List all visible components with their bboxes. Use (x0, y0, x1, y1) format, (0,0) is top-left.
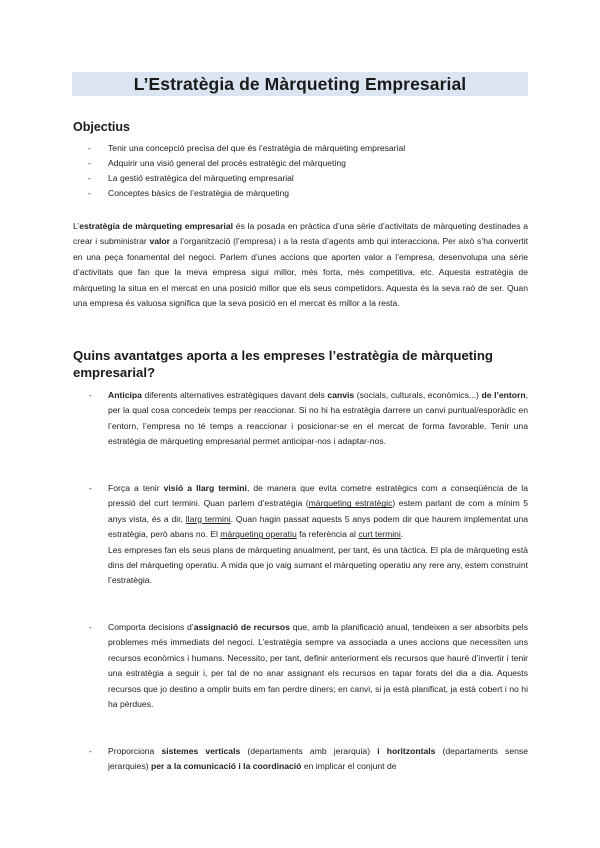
text-run: Comporta decisions d’ (108, 622, 194, 632)
advantage-item-anticipa (89, 388, 528, 450)
bold-term: sistemes verticals (161, 746, 241, 756)
text-run: fa referència al (296, 529, 359, 540)
text-run: L’ (73, 221, 80, 231)
bullet-dash: - (89, 483, 92, 493)
text-run: Proporciona (108, 746, 162, 756)
document-title: L’Estratègia de Màrqueting Empresarial (133, 73, 467, 94)
advantage-item-sistemes (89, 744, 528, 775)
advantage-text (108, 620, 528, 712)
text-run: , per la qual cosa concedeix temps per reaccionar. Si no hi ha estratègia darrere un canvi puntual/esporàdic en l’entorn, l’empresa no té temps a reaccionar i posicionar-se en el mercat de forma favorable. Tenir una estratègia de màrqueting empresarial permet anticipar-nos i adaptar-nos. (108, 390, 528, 447)
list-item: - Adquirir una visió general del procés estratègic del màrqueting (88, 156, 405, 171)
intro-paragraph (73, 219, 528, 311)
objectives-list (88, 141, 405, 201)
bold-term: Anticipa (108, 390, 142, 400)
text-run: en implicar el conjunt de (301, 761, 397, 772)
text-run: . Quan hagin passat aquests 5 anys podem dir que haurem implementat una estratègia, però abans no. El (108, 513, 529, 540)
underlined-term: màrqueting operatiu (220, 529, 297, 540)
bold-term: estratègia de màrqueting empresarial (79, 221, 234, 231)
text-run: (departaments sense jerarquies) (108, 746, 528, 772)
bold-term: assignació de recursos (193, 622, 290, 632)
bullet-dash: - (89, 622, 92, 632)
text-run: a l’organització (l’empresa) i a la resta d’agents amb qui interacciona. Per això s’ha convertit en una peça fonamental del negoci. Parlem d’unes accions que aporten valor a l’empresa, desenvolupa una sèrie d’activitats que fan que la meva empresa sigui millor, més forta, més competitiva, etc. Aquesta estratègia de màrqueting la situa en el mercat en una posició millor que els seus competidors. Aquesta és la seva raó de ser. Quan una empresa és valuosa significa que la seva posició en el mercat és millor a la resta. (73, 236, 528, 309)
bullet-dash: - (89, 390, 92, 400)
advantage-text-continued: Les empreses fan els seus plans de màrqueting anualment, per tant, és una tàctica. El pla de màrqueting està dins del màrqueting operatiu. A mida que jo vaig sumant el màrqueting operatiu any rere any, estem construint l’estratègia. (108, 544, 528, 586)
underlined-term: curt termini (358, 529, 401, 540)
objectives-heading: Objectius (73, 120, 130, 134)
text-run: (departaments amb jerarquia) (240, 746, 378, 756)
advantage-item-recursos (89, 620, 528, 712)
advantage-text (108, 481, 528, 543)
advantages-heading: Quins avantatges aporta a les empreses l’estratègia de màrqueting empresarial? (73, 348, 493, 380)
advantage-item-llarg-termini (89, 481, 528, 589)
text-run: , de manera que evita cometre estratègics com a conseqüència de la pressió del curt termini. Quan parlem d’estratègia ( (108, 483, 528, 509)
bold-term: i horitzontals (377, 746, 436, 756)
list-item: - La gestió estratègica del màrqueting empresarial (88, 171, 405, 186)
text-run: és la posada en pràctica d’una sèrie d’activitats de màrqueting destinades a crear i subministrar (73, 221, 528, 247)
bullet-dash: - (89, 746, 92, 756)
list-item: - Conceptes bàsics de l’estratègia de màrqueting (88, 186, 405, 201)
text-run: diferents alternatives estratègiques davant dels (141, 390, 328, 400)
advantage-text (108, 744, 528, 775)
bold-term: per a la comunicació i la coordinació (151, 761, 302, 772)
text-run: ) estem parlant de com a mínim 5 anys vista, és a dir, (108, 498, 529, 524)
text-run: Força a tenir (108, 483, 164, 493)
text-run: . (400, 529, 404, 540)
title-banner (72, 72, 528, 96)
text-run: que, amb la planificació anual, tendeixen a ser absorbits pels problemes més immediats del negoci. L’estratègia sempre va associada a unes accions que necessiten uns recursos econòmics i humans. Necessito, per tant, definir anteriorment els recursos que hauré d’invertir i tenir una estratègia a seguir i, per tal de no anar assignant els recursos en tapar forats del dia a dia. Aquests recursos que jo destino a omplir buits em fan perdre diners; en canvi, si ja està planificat, ja està cobert i no hi ha pèrdues. (108, 622, 529, 710)
underlined-term: llarg termini (185, 513, 231, 524)
bold-term: de l’entorn (481, 390, 526, 400)
underlined-term: màrqueting estratègic (308, 498, 393, 509)
list-item: - Tenir una concepció precisa del que és l’estratègia de màrqueting empresarial (88, 141, 405, 156)
bold-term: canvis (327, 390, 355, 400)
bold-term: valor (149, 236, 170, 247)
text-run: (socials, culturals, econòmics...) (354, 390, 482, 400)
advantage-text (108, 388, 528, 450)
bold-term: visió a llarg termini (163, 483, 247, 493)
